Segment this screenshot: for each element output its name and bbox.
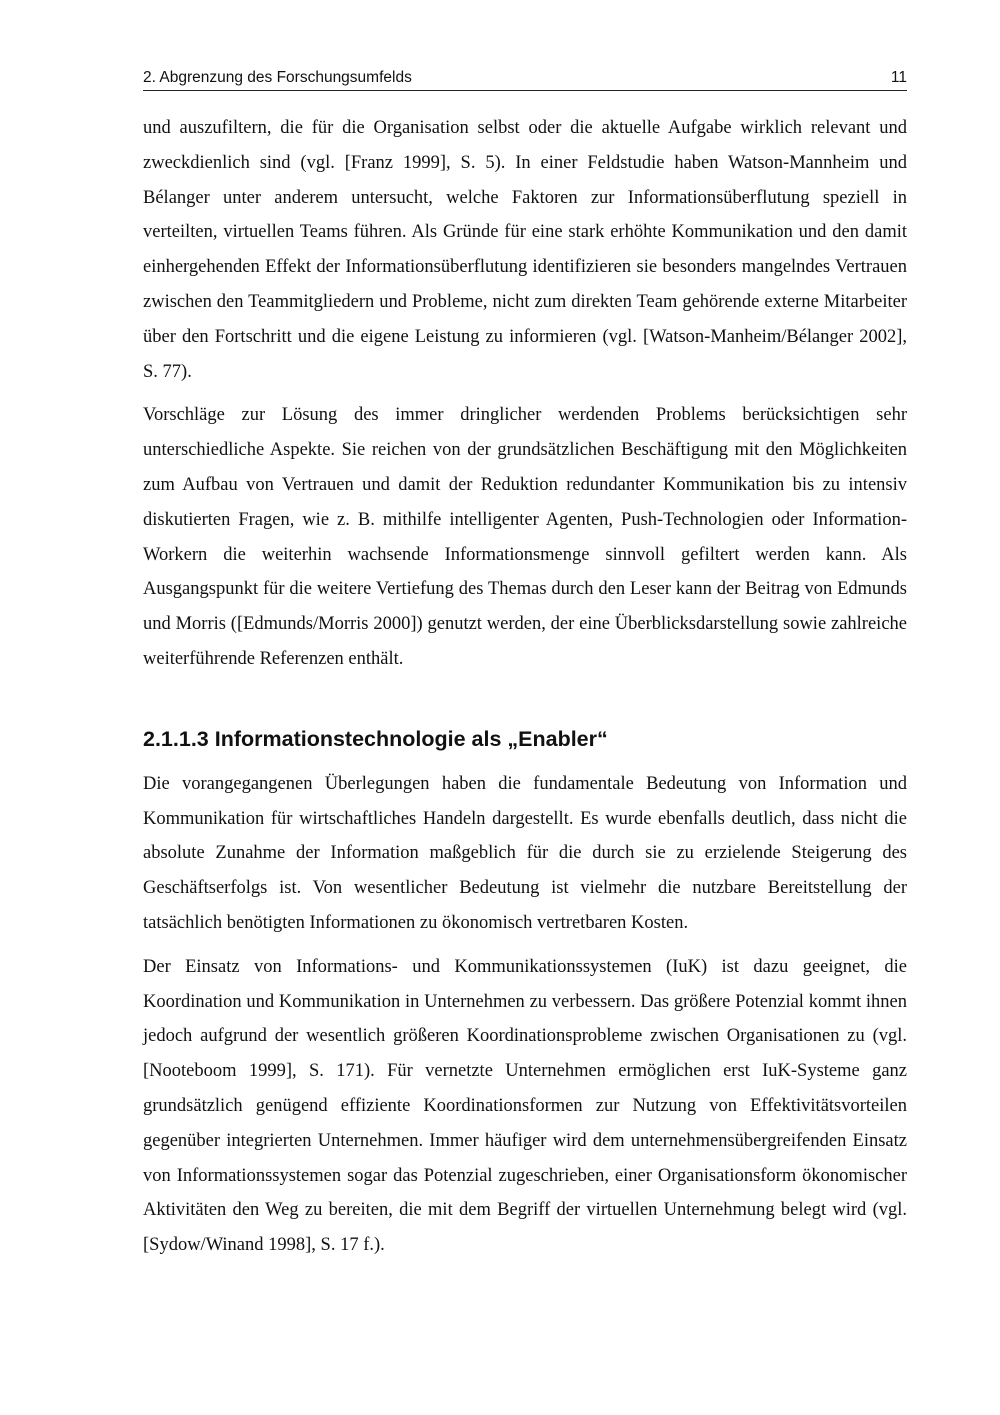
- body-paragraph-2: Vorschläge zur Lösung des immer dringlicher werdenden Problems berücksichtigen sehr unterschiedliche Aspekte. Sie reichen von der grundsätzlichen Beschäftigung mit den Möglichkeiten zum Aufbau von Vertrauen und damit der Reduktion redundanter Kommunikation bis zu intensiv diskutierten Fragen, wie z. B. mithilfe intelligenter Agenten, Push-Technologien oder Information-Workern die weiterhin wachsende Informationsmenge sinnvoll gefiltert werden kann. Als Ausgangspunkt für die weitere Vertiefung des Themas durch den Leser kann der Beitrag von Edmunds und Morris ([Edmunds/Morris 2000]) genutzt werden, der eine Überblicksdarstellung sowie zahlreiche weiterführende Referenzen enthält.: [143, 405, 907, 669]
- document-page: [143, 66, 907, 1263]
- section-paragraph-1: Die vorangegangenen Überlegungen haben die fundamentale Bedeutung von Information und Kommunikation für wirtschaftliches Handeln dargestellt. Es wurde ebenfalls deutlich, dass nicht die absolute Zunahme der Information maßgeblich für die durch sie zu erzielende Steigerung des Geschäftserfolgs ist. Von wesentlicher Bedeutung ist vielmehr die nutzbare Bereitstellung der tatsächlich benötigten Informationen zu ökonomisch vertretbaren Kosten.: [143, 773, 907, 933]
- header-chapter-title: 2. Abgrenzung des Forschungsumfelds: [143, 69, 412, 86]
- page-number: 11: [890, 69, 907, 86]
- section-heading: 2.1.1.3 Informationstechnologie als „Enabler“: [143, 726, 608, 751]
- running-header: [143, 66, 907, 91]
- section-paragraph-2: Der Einsatz von Informations- und Kommunikationssystemen (IuK) ist dazu geeignet, die Koordination und Kommunikation in Unternehmen zu verbessern. Das größere Potenzial kommt ihnen jedoch aufgrund der wesentlich größeren Koordinationsprobleme zwischen Organisationen zu (vgl. [Nooteboom 1999], S. 171). Für vernetzte Unternehmen ermöglichen erst IuK-Systeme ganz grundsätzlich genügend effiziente Koordinationsformen zur Nutzung von Effektivitätsvorteilen gegenüber integrierten Unternehmen. Immer häufiger wird dem unternehmensübergreifenden Einsatz von Informationssystemen sogar das Potenzial zugeschrieben, einer Organisationsform ökonomischer Aktivitäten den Weg zu bereiten, die mit dem Begriff der virtuellen Unternehmung belegt wird (vgl. [Sydow/Winand 1998], S. 17 f.).: [143, 956, 907, 1256]
- body-paragraph-1: und auszufiltern, die für die Organisation selbst oder die aktuelle Aufgabe wirklich relevant und zweckdienlich sind (vgl. [Franz 1999], S. 5). In einer Feldstudie haben Watson-Mannheim und Bélanger unter anderem untersucht, welche Faktoren zur Informationsüberflutung speziell in verteilten, virtuellen Teams führen. Als Gründe für eine stark erhöhte Kommunikation und den damit einhergehenden Effekt der Informationsüberflutung identifizieren sie besonders mangelndes Vertrauen zwischen den Teammitgliedern und Probleme, nicht zum direkten Team gehörende externe Mitarbeiter über den Fortschritt und die eigene Leistung zu informieren (vgl. [Watson-Manheim/Bélanger 2002], S. 77).: [143, 118, 907, 382]
